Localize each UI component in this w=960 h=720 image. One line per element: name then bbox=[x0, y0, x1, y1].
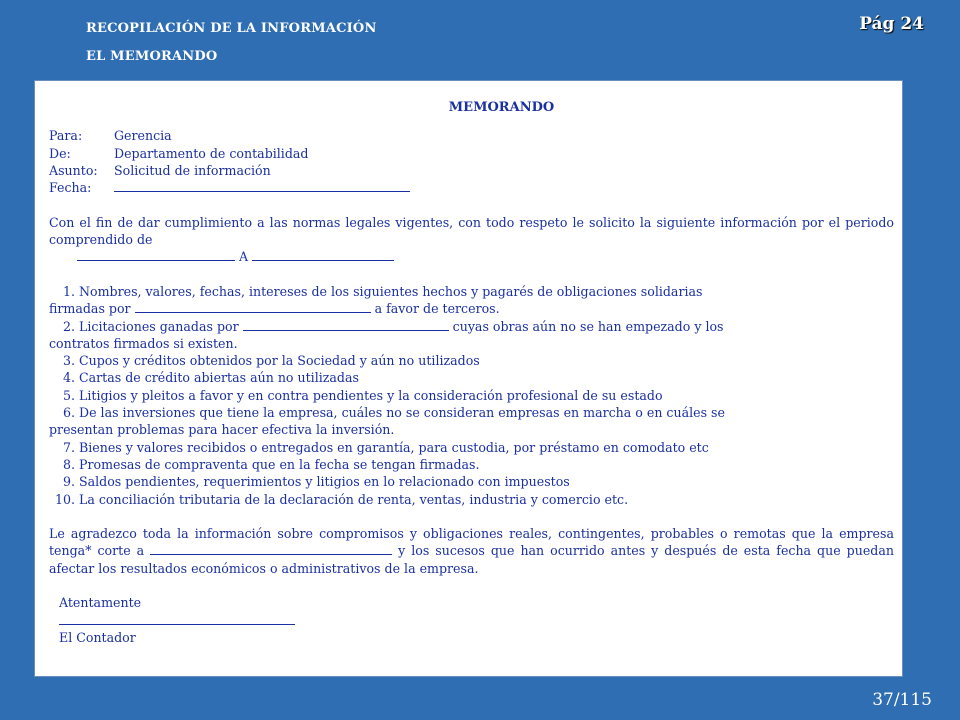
field-label: Asunto: bbox=[49, 162, 98, 178]
field-value: Solicitud de información bbox=[114, 162, 271, 178]
list-item: 3. Cupos y créditos obtenidos por la Sociedad y aún no utilizados bbox=[62, 353, 480, 369]
page-label: Pág 24 bbox=[859, 14, 924, 34]
list-item: 9. Saldos pendientes, requerimientos y litigios en lo relacionado con impuestos bbox=[62, 474, 570, 490]
list-item: 5. Litigios y pleitos a favor y en contra pendientes y la consideración profesional de su estado bbox=[62, 387, 663, 403]
field-value: Departamento de contabilidad bbox=[114, 145, 309, 161]
list-item: 8. Promesas de compraventa que en la fecha se tengan firmadas. bbox=[62, 456, 480, 472]
slide-counter: 37/115 bbox=[872, 690, 932, 710]
blank-line bbox=[243, 319, 449, 331]
field-label: Para: bbox=[49, 128, 83, 144]
field-value: Gerencia bbox=[114, 128, 172, 144]
memo-title: MEMORANDO bbox=[448, 100, 555, 115]
field-label: De: bbox=[49, 145, 71, 161]
list-item-continuation: presentan problemas para hacer efectiva la inversión. bbox=[49, 422, 395, 438]
field-para bbox=[49, 127, 894, 144]
field-label: Fecha: bbox=[49, 180, 92, 196]
closing-paragraph: Le agradezco toda la información sobre compromisos y obligaciones reales, contingentes, probables o remotas que la empresa tenga* corte a y los sucesos que han ocurrido antes y después de esta fecha que puedan afectar los resultados económicos o administrativos de la empresa. bbox=[49, 526, 894, 576]
field-fecha bbox=[49, 179, 894, 196]
blank-line bbox=[135, 301, 371, 313]
list-item: 7. Bienes y valores recibidos o entregados en garantía, para custodia, por préstamo en comodato etc bbox=[62, 439, 709, 455]
field-de bbox=[49, 145, 894, 162]
list-item: 2. Licitaciones ganadas por cuyas obras aún no se han empezado y los bbox=[62, 318, 724, 334]
list-item: 6. De las inversiones que tiene la empresa, cuáles no se consideran empresas en marcha o en cuáles se bbox=[62, 405, 725, 421]
range-separator: A bbox=[239, 249, 249, 265]
list-item: 10. La conciliación tributaria de la declaración de renta, ventas, industria y comercio etc. bbox=[54, 491, 629, 507]
signature-line bbox=[59, 613, 295, 625]
list-item-continuation: firmadas por a favor de terceros. bbox=[49, 301, 500, 317]
period-end-blank bbox=[252, 249, 394, 261]
fecha-blank bbox=[114, 180, 410, 192]
signer: El Contador bbox=[59, 629, 136, 645]
signature-line-row bbox=[49, 612, 894, 629]
list-item: 4. Cartas de crédito abiertas aún no utilizadas bbox=[62, 370, 359, 386]
section-subtitle: EL MEMORANDO bbox=[86, 49, 218, 64]
section-title: RECOPILACIÓN DE LA INFORMACIÓN bbox=[86, 21, 377, 36]
memo-document bbox=[34, 80, 903, 677]
corte-blank bbox=[150, 543, 392, 555]
intro-paragraph: Con el fin de dar cumplimiento a las normas legales vigentes, con todo respeto le solicito la siguiente información por el periodo comprendido de bbox=[49, 214, 894, 248]
period-range bbox=[49, 248, 894, 265]
list-item-continuation: contratos firmados si existen. bbox=[49, 335, 238, 351]
sign-off: Atentamente bbox=[59, 595, 142, 611]
period-start-blank bbox=[77, 249, 235, 261]
field-asunto bbox=[49, 162, 894, 179]
list-item: 1. Nombres, valores, fechas, intereses de los siguientes hechos y pagarés de obligaciones solidarias bbox=[62, 283, 703, 299]
